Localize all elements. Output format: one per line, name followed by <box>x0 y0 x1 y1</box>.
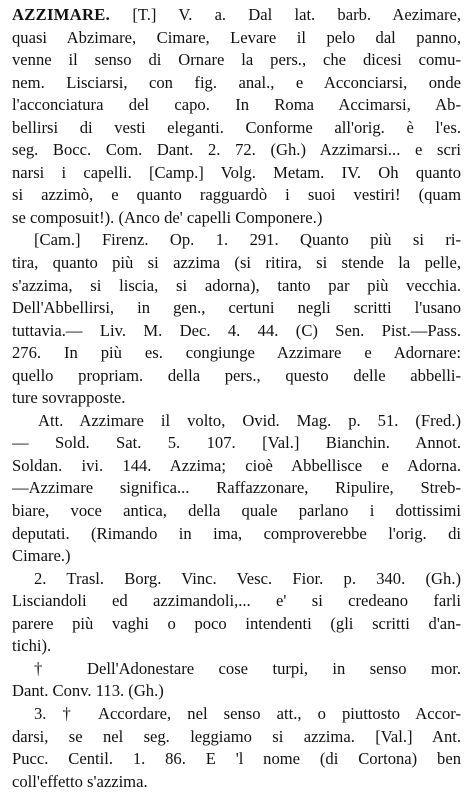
entry-line <box>12 658 461 681</box>
entry-line-text: nem. Lisciarsi, con fig. anal., e Acconciarsi, onde <box>12 72 461 92</box>
entry-line <box>12 477 461 500</box>
entry-line <box>12 771 461 793</box>
entry-line <box>12 410 461 433</box>
entry-line <box>12 342 461 365</box>
entry-line <box>12 207 461 230</box>
entry-line <box>12 184 461 207</box>
entry-line <box>12 613 461 636</box>
entry-line-text: 2. Trasl. Borg. Vinc. Vesc. Fior. p. 340. (Gh.) <box>34 568 461 588</box>
entry-line <box>12 72 461 95</box>
entry-line-text: Soldan. ivi. 144. Azzima; cioè Abbellisce e Adorna. <box>12 455 461 475</box>
entry-line-text: narsi i capelli. [Camp.] Volg. Metam. IV. Oh quanto <box>12 162 461 182</box>
entry-line <box>12 297 461 320</box>
entry-line-text: l'acconciatura del capo. In Roma Accimarsi, Ab- <box>12 95 461 115</box>
entry-line <box>12 27 461 50</box>
entry-line-text: se composuit!). (Anco de' capelli Componere.) <box>12 207 323 227</box>
entry-line-text: bellirsi di vesti eleganti. Conforme all'orig. è l'es. <box>12 117 461 137</box>
entry-line-text: Dant. Conv. 113. (Gh.) <box>12 681 164 701</box>
entry-line-text: † Dell'Adonestare cose turpi, in senso mor. <box>34 658 461 678</box>
entry-line-text: — Sold. Sat. 5. 107. [Val.] Bianchin. Annot. <box>12 433 461 453</box>
entry-line <box>12 162 461 185</box>
entry-line <box>12 252 461 275</box>
entry-line <box>12 748 461 771</box>
entry-line <box>12 726 461 749</box>
entry-line <box>12 275 461 298</box>
entry-line-text: [T.] V. a. Dal lat. barb. Aezimare, <box>132 5 461 24</box>
entry-line <box>12 703 461 726</box>
entry-line <box>12 455 461 478</box>
entry-line-text: 276. In più es. congiunge Azzimare e Adornare: <box>12 343 461 363</box>
entry-line-text: s'azzima, si liscia, si adorna), tanto par più vecchia. <box>12 275 461 295</box>
headword: AZZIMARE. <box>12 5 111 24</box>
entry-line <box>12 432 461 455</box>
entry-line <box>12 117 461 140</box>
entry-line-text: tichi). <box>12 636 52 656</box>
entry-line-text: Lisciandoli ed azzimandoli,... e' si credeano farli <box>12 591 461 611</box>
entry-line <box>12 500 461 523</box>
entry-line-text: biare, voce antica, della quale parlano i dottissimi <box>12 501 461 521</box>
entry-line-text: parere più vaghi o poco intendenti (gli scritti d'an- <box>12 613 461 633</box>
entry-line <box>12 680 461 703</box>
entry-line-text: Cimare.) <box>12 546 71 566</box>
entry-line-text: darsi, se nel seg. leggiamo si azzima. [Val.] Ant. <box>12 726 461 746</box>
entry-line-text: Dell'Abbellirsi, in gen., certuni negli scritti l'usano <box>12 298 461 318</box>
entry-line-text: coll'effetto s'azzima. <box>12 771 148 791</box>
entry-line <box>12 49 461 72</box>
entry-line-text: venne il senso di Ornare la pers., che dicesi comu- <box>12 50 461 70</box>
entry-line-text: —Azzimare significa... Raffazzonare, Ripulire, Streb- <box>12 478 461 498</box>
entry-line <box>12 4 461 27</box>
entry-line-text: si azzimò, e quanto ragguardò i suoi vestiri! (quam <box>12 185 461 205</box>
entry-line <box>12 590 461 613</box>
entry-line-text: Pucc. Centil. 1. 86. E 'l nome (di Cortona) ben <box>12 749 461 769</box>
entry-line <box>12 387 461 410</box>
entry-line <box>12 545 461 568</box>
entry-line-text: seg. Bocc. Com. Dant. 2. 72. (Gh.) Azzimarsi... e scri <box>12 140 461 160</box>
entry-line-text: tuttavia.— Liv. M. Dec. 4. 44. (C) Sen. Pist.—Pass. <box>12 320 461 340</box>
entry-line <box>12 139 461 162</box>
entry-line-text: 3. † Accordare, nel senso att., o piuttosto Accor- <box>34 703 461 723</box>
entry-line <box>12 635 461 658</box>
entry-line <box>12 94 461 117</box>
entry-line-text: ture sovrapposte. <box>12 388 126 408</box>
entry-line-text: quasi Abzimare, Cimare, Levare il pelo dal panno, <box>12 27 461 47</box>
entry-line <box>12 365 461 388</box>
entry-line-text: quello propriam. della pers., questo delle abbelli- <box>12 365 461 385</box>
entry-line-text: Att. Azzimare il volto, Ovid. Mag. p. 51. (Fred.) <box>38 410 461 430</box>
entry-line <box>12 229 461 252</box>
entry-line <box>12 523 461 546</box>
entry-line <box>12 568 461 591</box>
entry-line <box>12 320 461 343</box>
dictionary-entry-azzimare <box>12 4 461 793</box>
entry-line-text: [Cam.] Firenz. Op. 1. 291. Quanto più si ri- <box>34 230 461 250</box>
entry-line-text: tira, quanto più si azzima (si ritira, si stende la pelle, <box>12 253 461 273</box>
entry-line-text: deputati. (Rimando in ima, comproverebbe l'orig. di <box>12 523 461 543</box>
